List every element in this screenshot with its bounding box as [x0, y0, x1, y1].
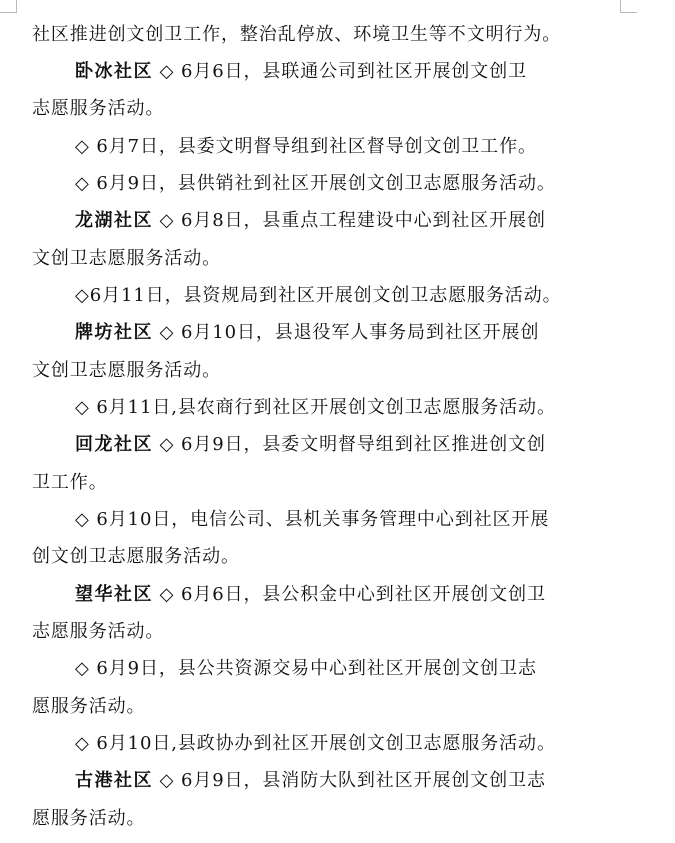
community-entry-line — [75, 432, 635, 458]
community-entry-line — [75, 582, 635, 608]
line-text: ◇ 6月6日，县公积金中心到社区开展创文创卫 — [153, 584, 546, 605]
line-text: 愿服务活动。 — [32, 696, 146, 717]
line-text: ◇ 6月11日,县农商行到社区开展创文创卫志愿服务活动。 — [75, 397, 556, 418]
community-entry-line — [75, 59, 635, 85]
text-line — [32, 246, 632, 272]
activity-line — [75, 507, 635, 533]
text-line — [32, 22, 632, 48]
activity-line — [75, 731, 635, 757]
page-corner-mark-left — [0, 0, 17, 13]
community-entry-line — [75, 320, 635, 346]
line-text: ◇ 6月9日，县供销社到社区开展创文创卫志愿服务活动。 — [75, 173, 556, 194]
line-text: ◇ 6月10日,县政协办到社区开展创文创卫志愿服务活动。 — [75, 733, 556, 754]
line-text: ◇ 6月8日，县重点工程建设中心到社区开展创 — [153, 210, 546, 231]
activity-line — [75, 134, 635, 160]
line-text: 文创卫志愿服务活动。 — [32, 248, 221, 269]
activity-line — [75, 283, 635, 309]
community-name: 龙湖社区 — [75, 210, 153, 231]
line-text: 文创卫志愿服务活动。 — [32, 360, 221, 381]
line-text: ◇ 6月10日，县退役军人事务局到社区开展创 — [153, 322, 540, 343]
line-text: ◇ 6月6日，县联通公司到社区开展创文创卫 — [153, 61, 527, 82]
text-line — [32, 806, 632, 832]
community-name: 望华社区 — [75, 584, 153, 605]
line-text: ◇ 6月9日，县消防大队到社区开展创文创卫志 — [153, 770, 546, 791]
text-line — [32, 619, 632, 645]
line-text: 创文创卫志愿服务活动。 — [32, 546, 240, 567]
community-name: 古港社区 — [75, 770, 153, 791]
line-text: 志愿服务活动。 — [32, 621, 165, 642]
line-text: 愿服务活动。 — [32, 808, 146, 829]
community-entry-line — [75, 208, 635, 234]
line-text: ◇ 6月9日，县委文明督导组到社区推进创文创 — [153, 434, 546, 455]
activity-line — [75, 171, 635, 197]
text-line — [32, 96, 632, 122]
line-text: 社区推进创文创卫工作，整治乱停放、环境卫生等不文明行为。 — [32, 24, 562, 45]
line-text: ◇6月11日，县资规局到社区开展创文创卫志愿服务活动。 — [75, 285, 562, 306]
line-text: ◇ 6月10日，电信公司、县机关事务管理中心到社区开展 — [75, 509, 550, 530]
line-text: 卫工作。 — [32, 472, 108, 493]
community-name: 卧冰社区 — [75, 61, 153, 82]
line-text: ◇ 6月9日，县公共资源交易中心到社区开展创文创卫志 — [75, 658, 537, 679]
line-text: 志愿服务活动。 — [32, 98, 165, 119]
community-name: 回龙社区 — [75, 434, 153, 455]
text-line — [32, 358, 632, 384]
activity-line — [75, 656, 635, 682]
community-entry-line — [75, 768, 635, 794]
community-name: 牌坊社区 — [75, 322, 153, 343]
text-line — [32, 544, 632, 570]
activity-line — [75, 395, 635, 421]
text-line — [32, 470, 632, 496]
line-text: ◇ 6月7日，县委文明督导组到社区督导创文创卫工作。 — [75, 136, 537, 157]
page-corner-mark-right — [620, 0, 637, 13]
text-line — [32, 694, 632, 720]
